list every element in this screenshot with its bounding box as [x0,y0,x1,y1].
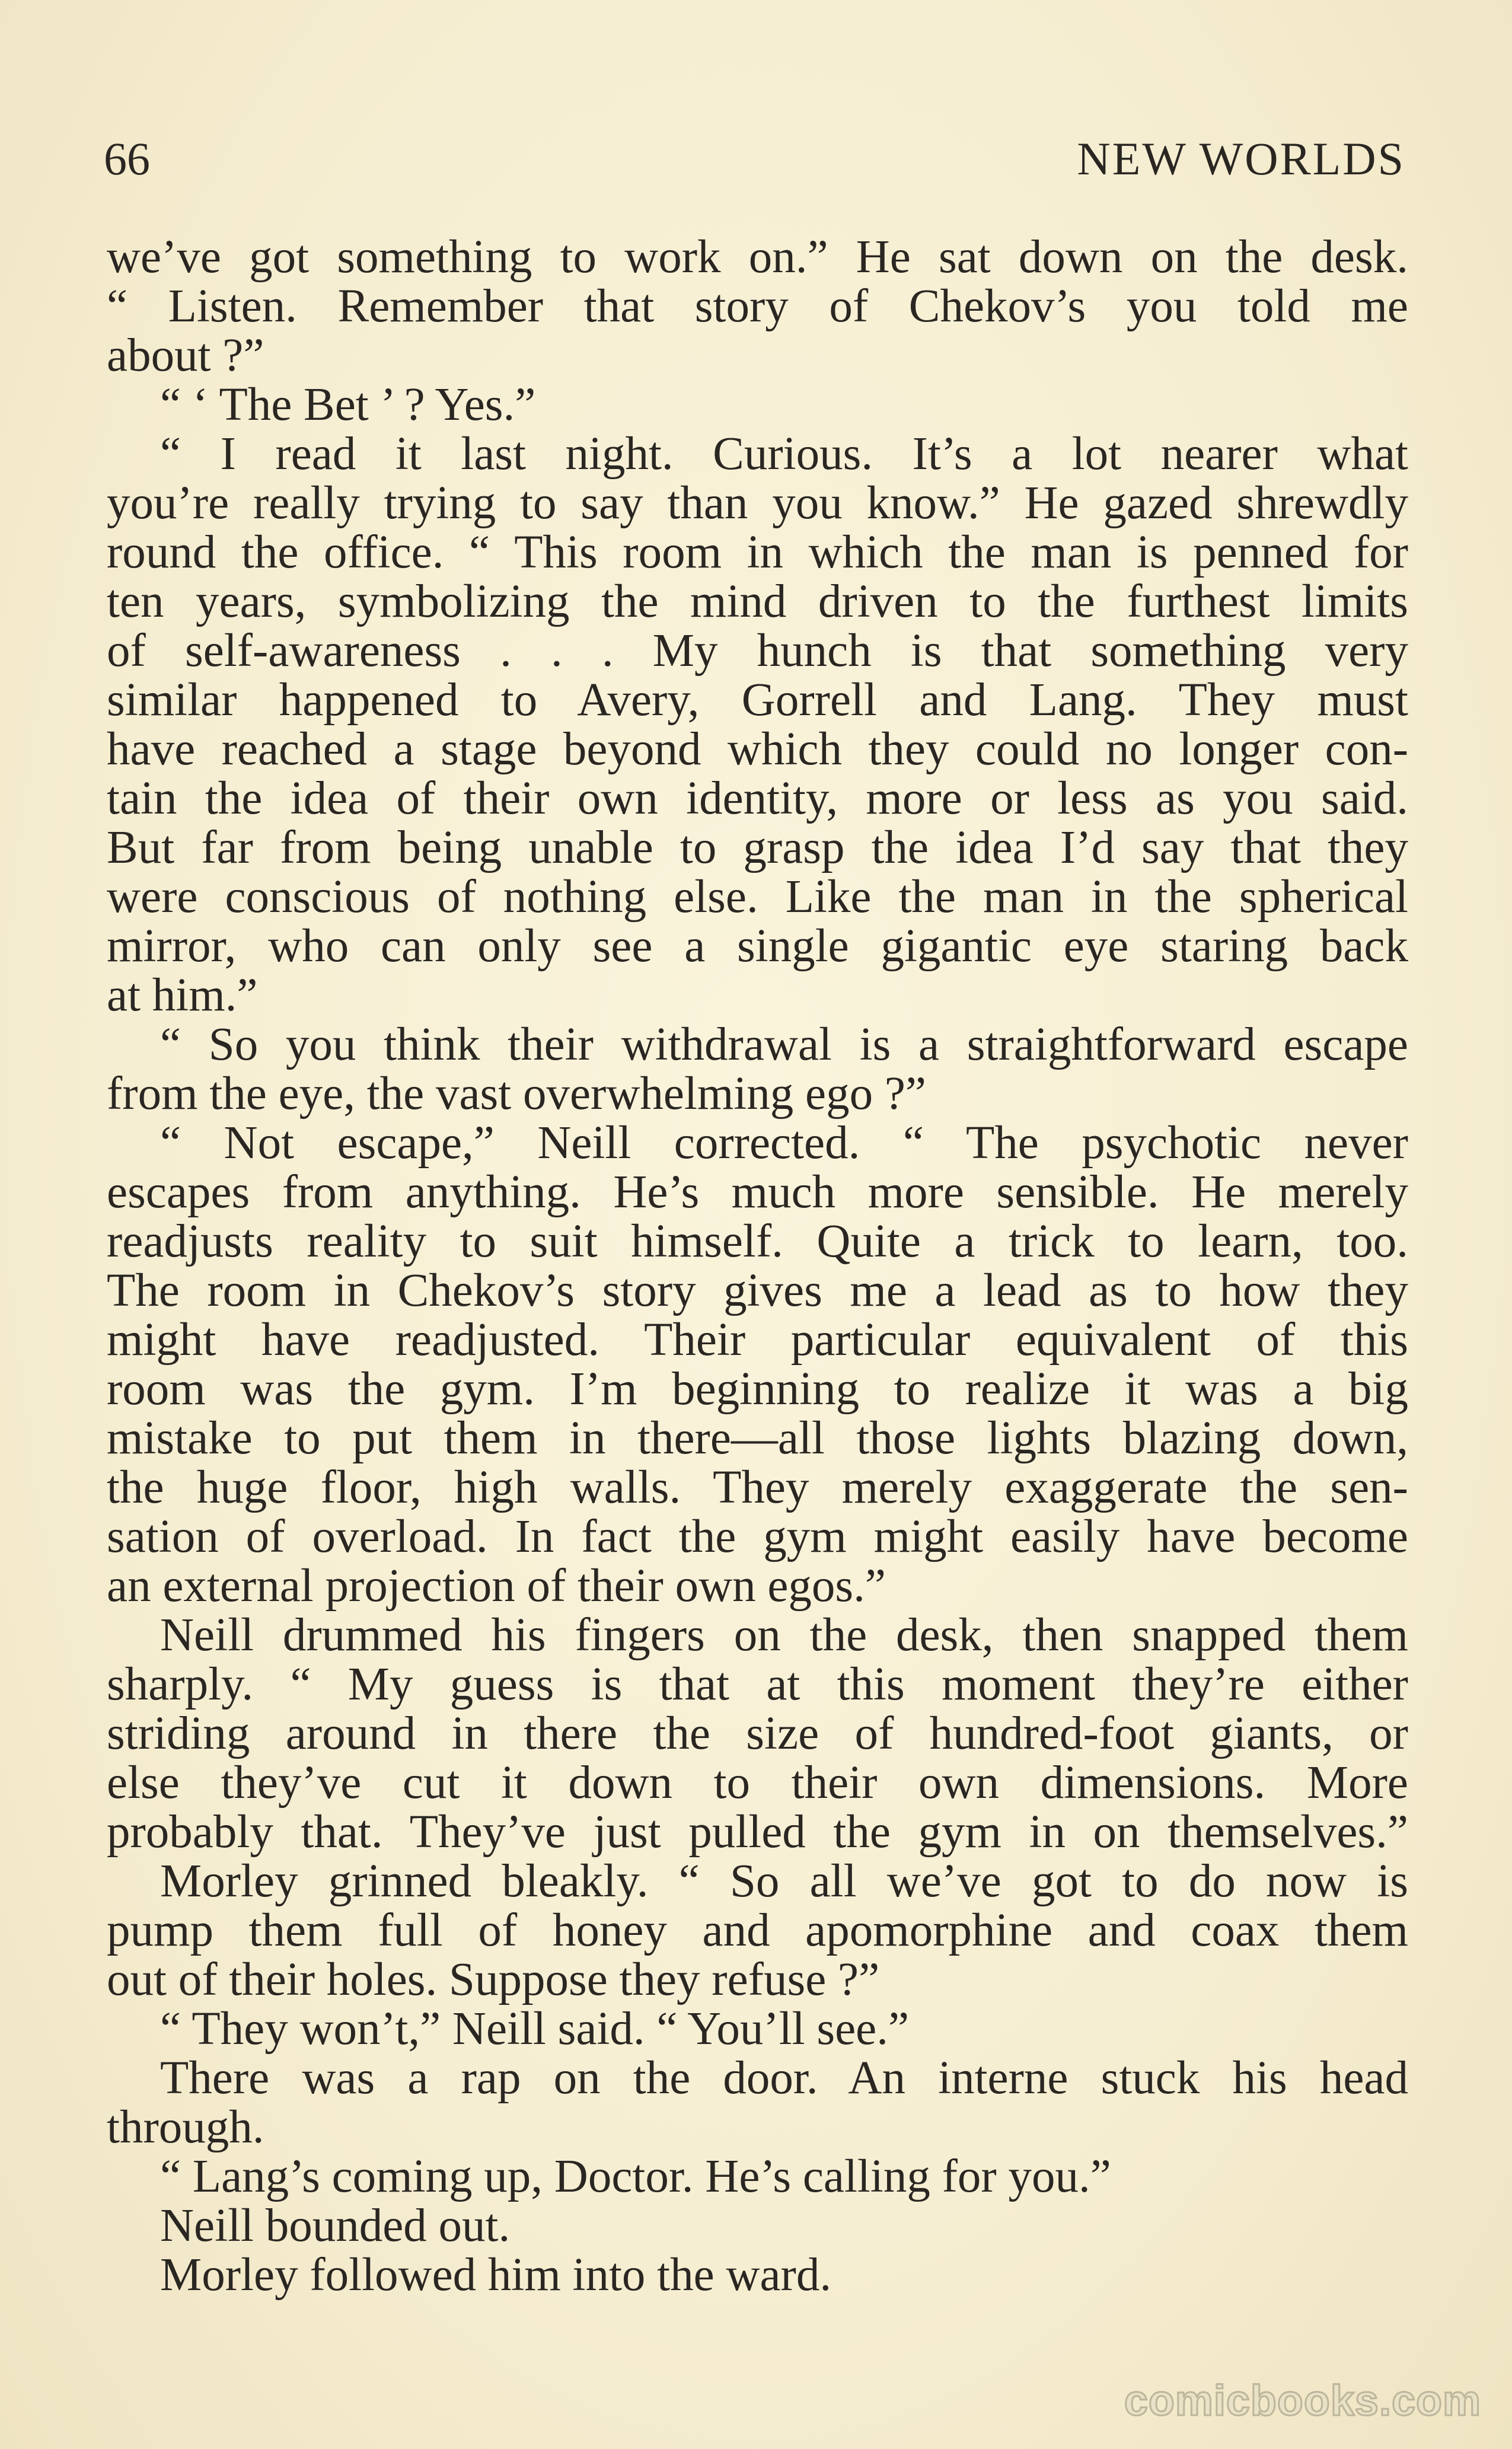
body-text [107,232,1408,2300]
text-line: “ ‘ The Bet ’ ? Yes.” [160,379,536,431]
text-line: “ I read it last night. Curious. It’s a lot nearer what [160,428,1408,480]
watermark: comicbooks.com [1124,2377,1481,2425]
text-line: have reached a stage beyond which they could no longer con- [107,723,1408,775]
text-line: from the eye, the vast overwhelming ego ?” [107,1068,926,1120]
running-head: NEW WORLDS [1077,133,1405,184]
text-line: sation of overload. In fact the gym might easily have become [107,1511,1408,1562]
text-line: The room in Chekov’s story gives me a lead as to how they [107,1265,1408,1316]
text-line: “ They won’t,” Neill said. “ You’ll see.” [160,2003,910,2055]
text-line: room was the gym. I’m beginning to realize it was a big [107,1363,1408,1415]
text-line: the huge floor, high walls. They merely exaggerate the sen- [107,1462,1408,1513]
text-line: mistake to put them in there—all those lights blazing down, [107,1412,1408,1464]
text-line: might have readjusted. Their particular equivalent of this [107,1314,1408,1366]
text-line: Neill bounded out. [160,2200,511,2252]
text-line: Morley followed him into the ward. [160,2249,832,2301]
text-line: through. [107,2102,264,2153]
text-line: sharply. “ My guess is that at this moment they’re either [107,1659,1408,1710]
text-line: of self-awareness . . . My hunch is that something very [107,625,1408,677]
text-line: Neill drummed his fingers on the desk, then snapped them [160,1609,1408,1661]
text-line: an external projection of their own egos.” [107,1560,886,1612]
text-line: pump them full of honey and apomorphine and coax them [107,1905,1408,1956]
text-line: There was a rap on the door. An interne stuck his head [160,2052,1408,2104]
text-line: round the office. “ This room in which the man is penned for [107,527,1408,578]
text-line: you’re really trying to say than you know.” He gazed shrewdly [107,477,1408,529]
text-line: Morley grinned bleakly. “ So all we’ve got to do now is [160,1855,1408,1907]
text-line: readjusts reality to suit himself. Quite a trick to learn, too. [107,1216,1408,1267]
text-line: probably that. They’ve just pulled the gym in on themselves.” [107,1806,1408,1858]
text-line: escapes from anything. He’s much more sensible. He merely [107,1166,1408,1218]
page-header [104,129,1405,189]
text-line: “ So you think their withdrawal is a straightforward escape [160,1019,1408,1070]
text-line: at him.” [107,970,258,1021]
text-line: striding around in there the size of hundred-foot giants, or [107,1708,1408,1759]
text-line: ten years, symbolizing the mind driven to the furthest limits [107,576,1408,627]
page-number: 66 [104,133,150,184]
text-line: out of their holes. Suppose they refuse ?” [107,1954,880,2005]
text-line: else they’ve cut it down to their own dimensions. More [107,1757,1408,1809]
text-line: “ Listen. Remember that story of Chekov’s you told me [107,280,1408,332]
text-line: about ?” [107,330,264,381]
text-line: “ Lang’s coming up, Doctor. He’s calling for you.” [160,2151,1111,2202]
text-line: “ Not escape,” Neill corrected. “ The psychotic never [160,1117,1408,1169]
text-line: tain the idea of their own identity, more or less as you said. [107,773,1408,824]
text-line: But far from being unable to grasp the idea I’d say that they [107,822,1408,873]
text-line: similar happened to Avery, Gorrell and Lang. They must [107,674,1408,726]
text-line: we’ve got something to work on.” He sat down on the desk. [107,231,1408,283]
text-line: were conscious of nothing else. Like the man in the spherical [107,871,1408,923]
text-line: mirror, who can only see a single gigantic eye staring back [107,920,1408,972]
